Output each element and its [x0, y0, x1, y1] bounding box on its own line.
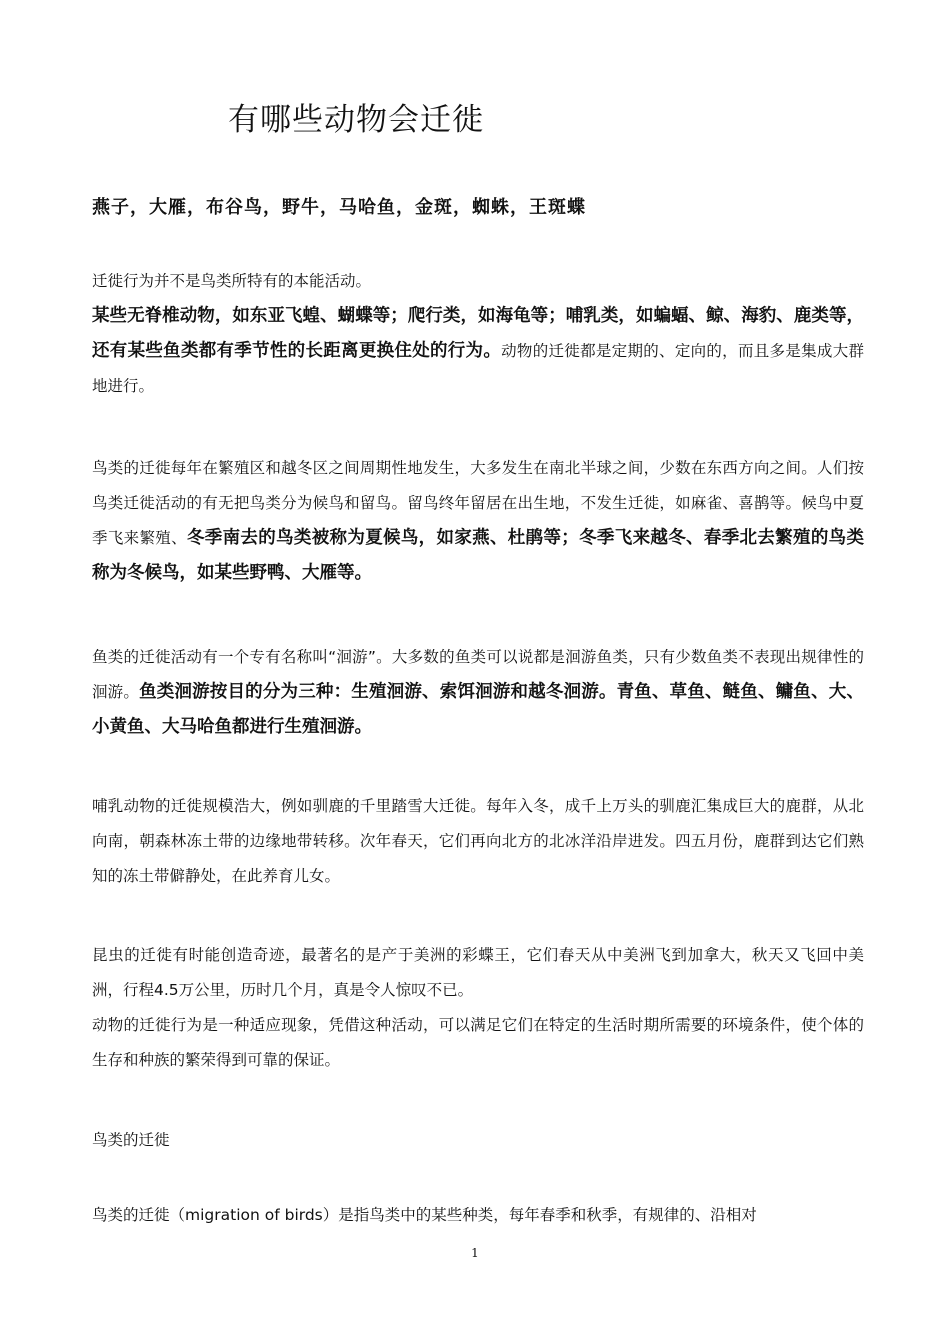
section-heading-text: 鸟类的迁徙 [92, 1131, 170, 1149]
paragraph-fish-normal: 鱼类的迁徙活动有一个专有名称叫“洄游”。大多数的鱼类可以说都是洄游鱼类，只有少数鱼类不表现出规律性的洄游。 [92, 648, 864, 701]
paragraph-insects [92, 938, 864, 1078]
paragraph-insects-text: 昆虫的迁徙有时能创造奇迹，最著名的是产于美洲的彩蝶王，它们春天从中美洲飞到加拿大，秋天又飞回中美洲，行程4.5万公里，历时几个月，真是令人惊叹不已。 [92, 946, 864, 999]
paragraph-birds-normal: 鸟类的迁徙每年在繁殖区和越冬区之间周期性地发生，大多发生在南北半球之间，少数在东西方向之间。人们按鸟类迁徙活动的有无把鸟类分为候鸟和留鸟。留鸟终年留居在出生地，不发生迁徙，如麻雀、喜鹊等。候鸟中夏季飞来繁殖、 [92, 459, 864, 547]
page-number: 1 [471, 1246, 479, 1260]
paragraph-adaptation-text: 动物的迁徙行为是一种适应现象，凭借这种活动，可以满足它们在特定的生活时期所需要的环境条件，使个体的生存和种族的繁荣得到可靠的保证。 [92, 1016, 864, 1069]
paragraph-mammals [92, 789, 864, 894]
animals-list: 燕子，大雁，布谷鸟，野牛，马哈鱼，金斑，蜘蛛，王斑蝶 [92, 197, 586, 218]
paragraph-birds-migration-text: 鸟类的迁徙（migration of birds）是指鸟类中的某些种类，每年春季和秋季，有规律的、沿相对 [92, 1206, 757, 1224]
paragraph-block-1 [92, 264, 864, 404]
paragraph-animals-bold: 某些无脊椎动物，如东亚飞蝗、蝴蝶等；爬行类，如海龟等；哺乳类，如蝙蝠、鲸、海豹、鹿类等，还有某些鱼类都有季节性的长距离更换住处的行为。 [92, 306, 864, 361]
paragraph-intro: 迁徙行为并不是鸟类所特有的本能活动。 [92, 272, 372, 290]
paragraph-fish-bold: 鱼类洄游按目的分为三种：生殖洄游、索饵洄游和越冬洄游。青鱼、草鱼、鲢鱼、鳙鱼、大、小黄鱼、大马哈鱼都进行生殖洄游。 [92, 682, 864, 737]
paragraph-mammals-text: 哺乳动物的迁徙规模浩大，例如驯鹿的千里踏雪大迁徙。每年入冬，成千上万头的驯鹿汇集成巨大的鹿群，从北向南，朝森林冻土带的边缘地带转移。次年春天，它们再向北方的北冰洋沿岸进发。四五月份，鹿群到达它们熟知的冻土带僻静处，在此养育儿女。 [92, 797, 864, 885]
paragraph-birds-migration [92, 1198, 864, 1233]
paragraph-animals-normal: 动物的迁徙都是定期的、定向的，而且多是集成大群地进行。 [92, 342, 864, 395]
paragraph-birds [92, 451, 864, 591]
paragraph-animals [92, 299, 864, 404]
section-heading-birds [92, 1123, 864, 1158]
paragraph-fish [92, 640, 864, 745]
page-title: 有哪些动物会迁徙 [228, 102, 484, 138]
paragraph-birds-bold: 冬季南去的鸟类被称为夏候鸟，如家燕、杜鹃等；冬季飞来越冬、春季北去繁殖的鸟类称为冬候鸟，如某些野鸭、大雁等。 [92, 528, 864, 583]
